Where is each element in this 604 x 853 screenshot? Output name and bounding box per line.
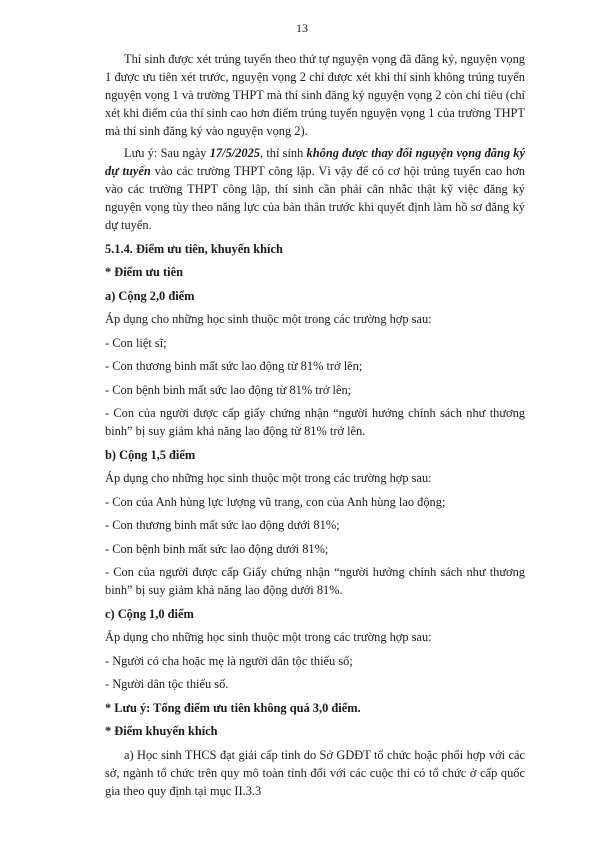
priority-title: * Điểm ưu tiên [105, 265, 183, 279]
group-b-item: - Con thương binh mất sức lao động dưới 81%; [105, 518, 340, 532]
group-c-item: - Người có cha hoặc mẹ là người dân tộc thiểu số; [105, 653, 353, 668]
group-a-title: a) Cộng 2,0 điểm [105, 288, 195, 303]
group-b-item: - Con của Anh hùng lực lượng vũ trang, con của Anh hùng lao động; [105, 494, 446, 509]
total-priority-note: * Lưu ý: Tổng điểm ưu tiên không quá 3,0 điểm. [105, 700, 361, 715]
group-b-item: - Con bệnh binh mất sức lao động dưới 81%; [105, 541, 329, 556]
page-number: 13 [296, 21, 308, 35]
group-a-intro: Áp dụng cho những học sinh thuộc một trong các trường hợp sau: [105, 312, 432, 326]
group-c-item: - Người dân tộc thiểu số. [105, 677, 229, 691]
group-a-long-item: - Con của người được cấp giấy chứng nhận “người hưởng chính sách như thương binh” bị suy giảm khả năng lao động từ 81% trở lên. [105, 406, 525, 438]
encourage-item-a: a) Học sinh THCS đạt giải cấp tỉnh do Sở GDĐT tổ chức hoặc phối hợp với các sở, ngành tổ chức trên quy mô toàn tỉnh đối với các cuộc thi có tổ chức ở cấp quốc gia theo quy định tại mục II.3.3 [105, 747, 525, 798]
paragraph-note-deadline [105, 144, 525, 234]
group-b-title: b) Cộng 1,5 điểm [105, 447, 196, 462]
document-body [105, 50, 525, 800]
note-date: 17/5/2025 [209, 146, 260, 160]
group-b-long-item: - Con của người được cấp Giấy chứng nhận “người hưởng chính sách như thương binh” bị suy giảm khả năng lao động dưới 81%. [105, 565, 525, 597]
note-mid: , thí sinh [260, 146, 307, 160]
note-rest: vào các trường THPT công lập. Vì vậy để có cơ hội trúng tuyển cao hơn vào các trường THPT công lập, thí sinh cần phải cân nhắc thật kỹ việc đăng ký nguyện vọng tùy theo năng lực của bản thân trước khi quyết định làm hồ sơ đăng ký dự tuyển. [105, 164, 525, 232]
encourage-title: * Điểm khuyến khích [105, 724, 218, 738]
group-a-item: - Con bệnh binh mất sức lao động từ 81% trở lên; [105, 382, 352, 397]
group-a-item: - Con liệt sĩ; [105, 335, 167, 350]
section-heading: 5.1.4. Điểm ưu tiên, khuyến khích [105, 241, 283, 256]
note-emphasis: không được thay đổi nguyện vọng đăng ký dự tuyển [105, 146, 525, 178]
group-a-item: - Con thương binh mất sức lao động từ 81% trở lên; [105, 359, 363, 373]
paragraph-admission-order: Thí sinh được xét trúng tuyển theo thứ tự nguyện vọng đã đăng ký, nguyện vọng 1 được ưu tiên xét trước, nguyện vọng 2 chỉ được xét khi thí sinh không trúng tuyển nguyện vọng 1 và trường THPT mà thí sinh đăng ký nguyện vọng 2 còn chỉ tiêu (chỉ xét khi điểm của thí sinh cao hơn điểm trúng tuyển nguyện vọng 1 của trường THPT mà thí sinh đăng ký vào nguyện vọng 2). [105, 52, 525, 138]
group-b-intro: Áp dụng cho những học sinh thuộc một trong các trường hợp sau: [105, 471, 432, 485]
group-c-title: c) Cộng 1,0 điểm [105, 606, 194, 621]
group-c-intro: Áp dụng cho những học sinh thuộc một trong các trường hợp sau: [105, 630, 432, 644]
note-prefix: Lưu ý: Sau ngày [124, 146, 210, 160]
